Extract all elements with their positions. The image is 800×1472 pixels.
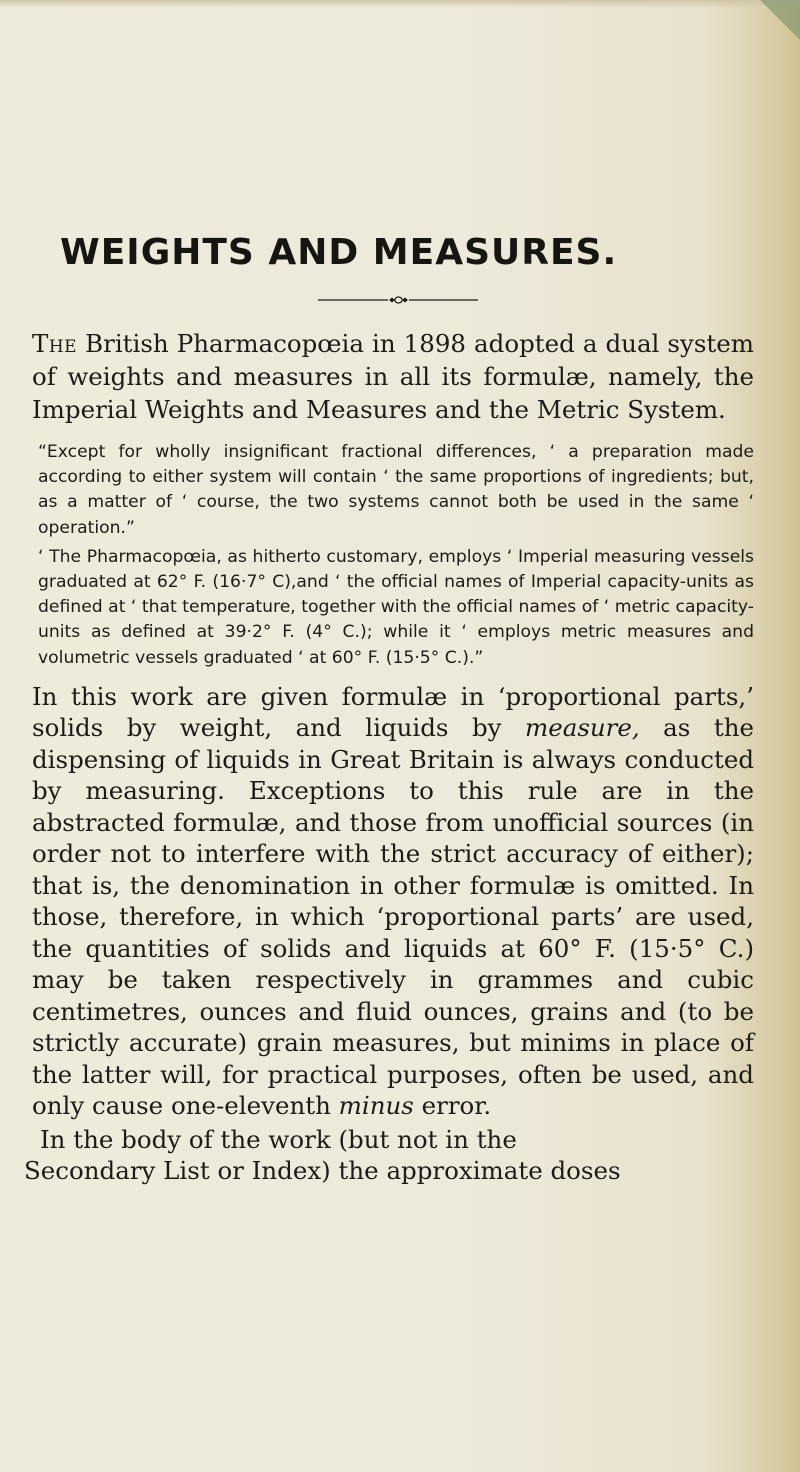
page-title: WEIGHTS AND MEASURES. [60, 232, 618, 273]
quote-paragraph-1: “Except for wholly insignificant fractional differences, ‘ a preparation made according to either system will contain ‘ the same proportions of ingredients; but, as a matter of ‘ course, the two systems cannot both be used in the same ‘ operation.” [38, 442, 754, 538]
body-text-part-3: error. [413, 1091, 492, 1121]
page-corner-mark [760, 0, 800, 40]
intro-text: British Pharmacopœia in 1898 adopted a dual system of weights and measures in all its formulæ, namely, the Imperial Weights and Measures and the Metric System. [32, 329, 754, 424]
closing-line-1: In the body of the work (but not in the [40, 1124, 517, 1154]
body-text-part-1: In this work are given formulæ in ‘proportional parts,’ solids by weight, and liquids by [32, 681, 754, 743]
body-italic-minus: minus [338, 1091, 414, 1121]
body-text-part-2: as the dispensing of liquids in Great Britain is always conducted by measuring. Exceptions to this rule are in the abstracted formulæ, and those from unofficial sources (in order not to interfere with the strict accuracy of either); that is, the denomination in other formulæ is omitted. In those, therefore, in which ‘proportional parts’ are used, the quantities of solids and liquids at 60° F. (15·5° C.) may be taken respectively in grammes and cubic centimetres, ounces and fluid ounces, grains and (to be strictly accurate) grain measures, but minims in place of the latter will, for practical purposes, often be used, and only cause one-eleventh [32, 713, 754, 1121]
intro-paragraph [32, 327, 754, 426]
quote-paragraph-2: ‘ The Pharmacopœia, as hitherto customary, employs ‘ Imperial measuring vessels graduated at 62° F. (16·7° C),and ‘ the official names of Imperial capacity-units as defined at ‘ that temperature, together with the official names of ‘ metric capacity-units as defined at 39·2° F. (4° C.); while it ‘ employs metric measures and volumetric vessels graduated ‘ at 60° F. (15·5° C.).” [38, 546, 754, 668]
pharmacopoeia-quotation [38, 440, 754, 671]
body-italic-measure: measure, [524, 713, 640, 743]
closing-line-2: Secondary List or Index) the approximate doses [24, 1156, 621, 1186]
body-paragraph [32, 681, 754, 1122]
page-content [24, 232, 754, 1187]
ornament-divider [318, 295, 478, 305]
page-top-edge [0, 0, 800, 8]
closing-paragraph [24, 1124, 754, 1187]
intro-lead-word: The [32, 329, 78, 358]
